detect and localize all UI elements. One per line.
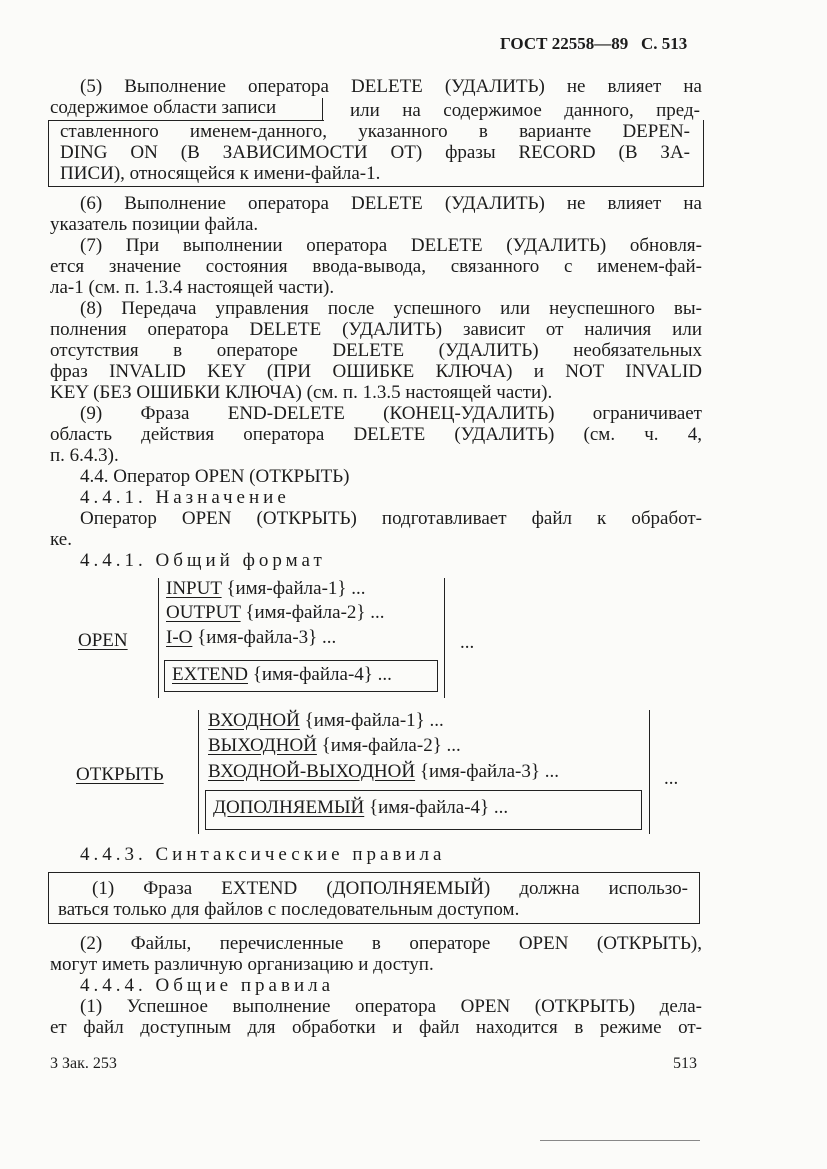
s441-line-1: Оператор OPEN (ОТКРЫТЬ) подготавливает файл к обработ- — [80, 508, 702, 529]
otkryt-option-output: ВЫХОДНОЙ {имя-файла-2} ... — [208, 735, 461, 756]
header-page-number: С. 513 — [640, 34, 688, 53]
section-4-4-3-title: 4.4.3. Синтаксические правила — [80, 844, 446, 865]
p6-line-1: (6) Выполнение оператора DELETE (УДАЛИТЬ) не влияет на — [80, 193, 702, 214]
p5-line-3: ставленного именем-данного, указанного в варианте DEPEN- — [60, 121, 690, 142]
footer-rule — [540, 1140, 700, 1141]
p7-line-3: ла-1 (см. п. 1.3.4 настоящей части). — [50, 277, 335, 298]
p9-line-3: п. 6.4.3). — [50, 445, 119, 466]
s443-rule-2-line-1: (2) Файлы, перечисленные в операторе OPEN (ОТКРЫТЬ), — [80, 933, 702, 954]
section-4-4-4-title: 4.4.4. Общие правила — [80, 975, 335, 996]
otkryt-keyword: ОТКРЫТЬ — [76, 764, 164, 785]
p6-line-2: указатель позиции файла. — [50, 214, 259, 235]
section-4-4-title: 4.4. Оператор OPEN (ОТКРЫТЬ) — [80, 466, 350, 487]
open-option-io: I-O {имя-файла-3} ... — [166, 627, 337, 648]
s443-rule-1-line-1: (1) Фраза EXTEND (ДОПОЛНЯЕМЫЙ) должна использо- — [92, 878, 688, 899]
otkryt-option-io: ВХОДНОЙ-ВЫХОДНОЙ {имя-файла-3} ... — [208, 761, 559, 782]
open-left-brace — [158, 578, 159, 698]
footer-page-number: 513 — [673, 1055, 697, 1072]
p5-line-2b: или на содержимое данного, пред- — [350, 100, 700, 121]
p5-bar — [322, 98, 323, 120]
p8-line-2: полнения оператора DELETE (УДАЛИТЬ) зависит от наличия или — [50, 319, 702, 340]
p8-line-1: (8) Передача управления после успешного или неуспешного вы- — [80, 298, 702, 319]
open-keyword: OPEN — [78, 630, 128, 651]
open-option-extend: EXTEND {имя-файла-4} ... — [172, 664, 392, 685]
p8-line-3: отсутствия в операторе DELETE (УДАЛИТЬ) необязательных — [50, 340, 702, 361]
running-header — [500, 34, 687, 54]
p7-line-1: (7) При выполнении оператора DELETE (УДАЛИТЬ) обновля- — [80, 235, 702, 256]
standard-number: ГОСТ 22558—89 — [500, 34, 629, 53]
open-option-input: INPUT {имя-файла-1} ... — [166, 578, 366, 599]
p7-line-2: ется значение состояния ввода-вывода, связанного с именем-фай- — [50, 256, 702, 277]
section-4-4-2-title: 4.4.1. Общий формат — [80, 550, 326, 571]
p8-line-5: KEY (БЕЗ ОШИБКИ КЛЮЧА) (см. п. 1.3.5 настоящей части). — [50, 382, 553, 403]
open-right-brace — [444, 578, 445, 698]
p5-line-5: ПИСИ), относящейся к имени-файла-1. — [60, 163, 381, 184]
s443-rule-2-line-2: могут иметь различную организацию и доступ. — [50, 954, 434, 975]
open-trailing-ellipsis: ... — [460, 632, 475, 653]
p5-line-2a: содержимое области записи — [50, 97, 277, 118]
p9-line-2: область действия оператора DELETE (УДАЛИТЬ) (см. ч. 4, — [50, 424, 702, 445]
s441-line-2: ке. — [50, 529, 72, 550]
s443-rule-1-line-2: ваться только для файлов с последовательным доступом. — [58, 899, 520, 920]
otkryt-right-brace — [649, 710, 650, 834]
otkryt-left-brace — [198, 710, 199, 834]
p5-line-1: (5) Выполнение оператора DELETE (УДАЛИТЬ) не влияет на — [80, 76, 702, 97]
p9-line-1: (9) Фраза END-DELETE (КОНЕЦ-УДАЛИТЬ) ограничивает — [80, 403, 702, 424]
otkryt-option-extend: ДОПОЛНЯЕМЫЙ {имя-файла-4} ... — [213, 797, 509, 818]
otkryt-trailing-ellipsis: ... — [664, 768, 679, 789]
p5-line-4: DING ON (В ЗАВИСИМОСТИ ОТ) фразы RECORD (В ЗА- — [60, 142, 690, 163]
s444-rule-1-line-1: (1) Успешное выполнение оператора OPEN (ОТКРЫТЬ) дела- — [80, 996, 702, 1017]
otkryt-option-input: ВХОДНОЙ {имя-файла-1} ... — [208, 710, 444, 731]
p8-line-4: фраз INVALID KEY (ПРИ ОШИБКЕ КЛЮЧА) и NOT INVALID — [50, 361, 702, 382]
s444-rule-1-line-2: ет файл доступным для обработки и файл находится в режиме от- — [50, 1017, 702, 1038]
footer-order-number: 3 Зак. 253 — [50, 1055, 117, 1072]
section-4-4-1-title: 4.4.1. Назначение — [80, 487, 290, 508]
open-option-output: OUTPUT {имя-файла-2} ... — [166, 602, 385, 623]
